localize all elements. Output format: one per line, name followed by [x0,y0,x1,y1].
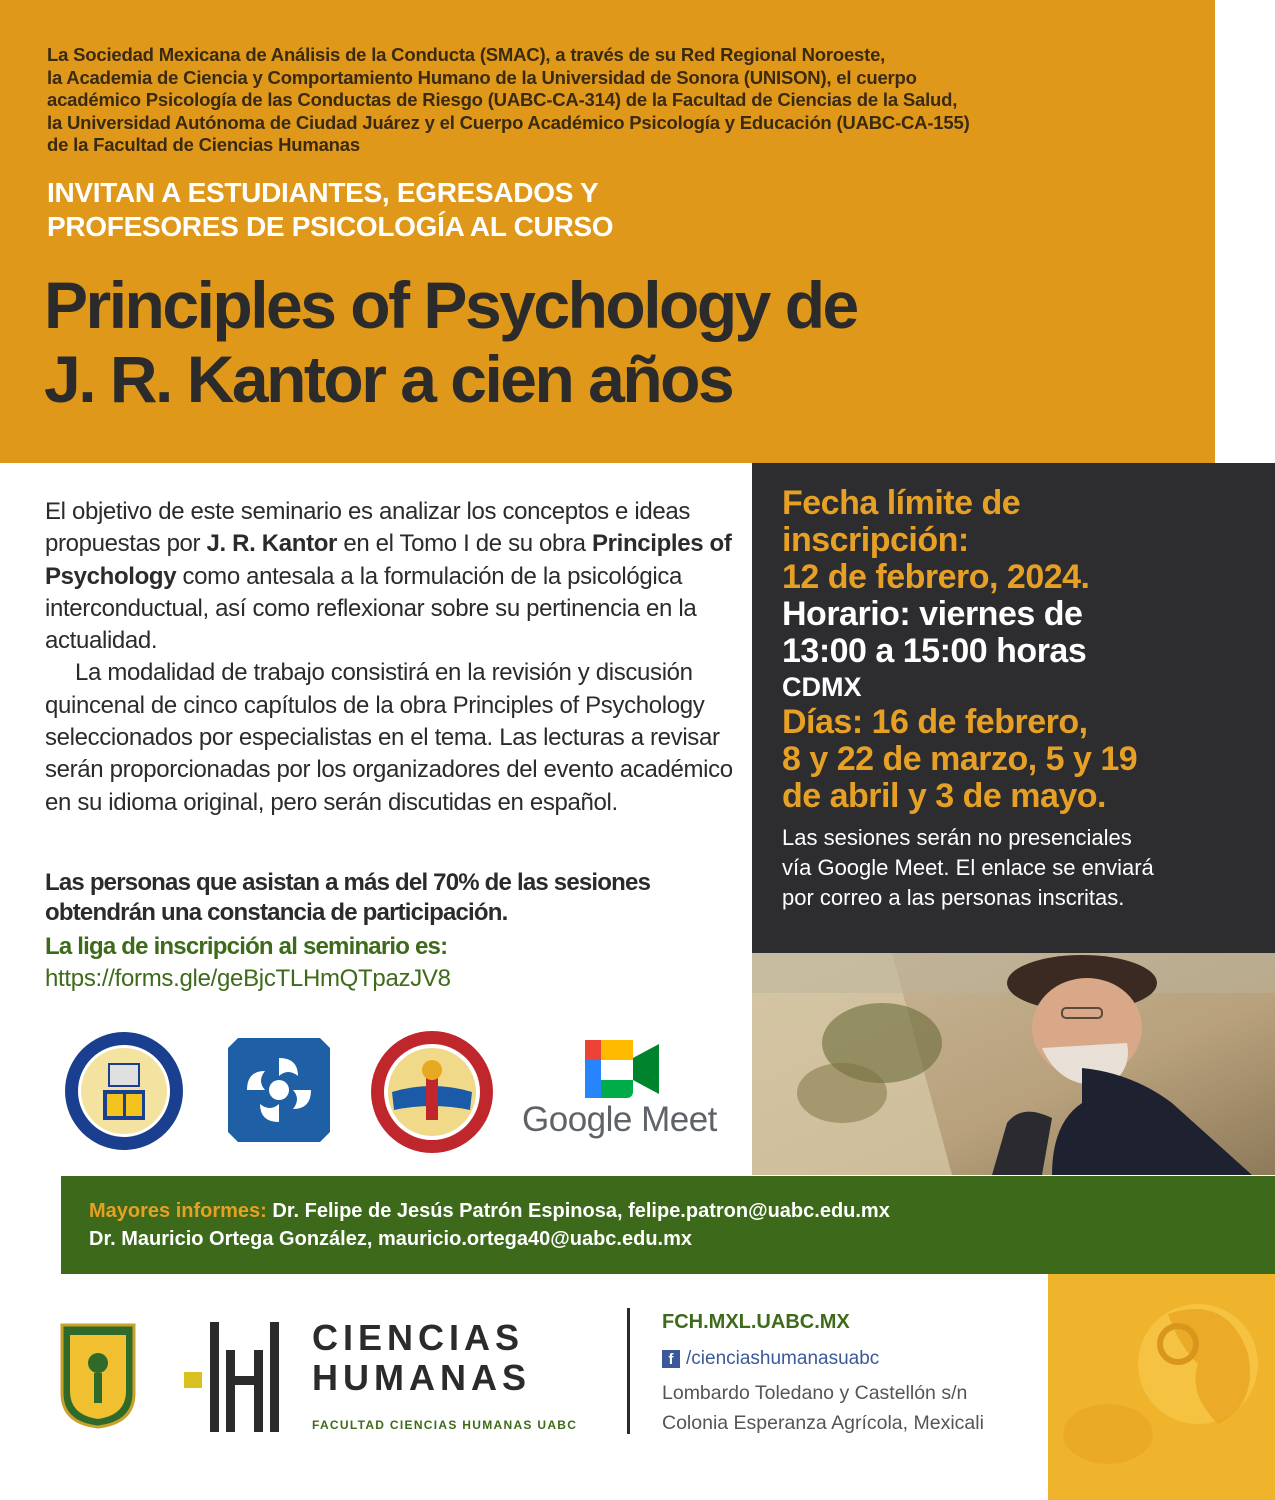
title-line: Principles of Psychology de [44,268,857,342]
modality-paragraph: La modalidad de trabajo consistirá en la revisión y discusión quincenal de cinco capítulos de la obra Principles of Psychology seleccionados por especialistas en el tema. Las lecturas a revisar serán proporcionadas por los organizadores del evento académico en su idioma original, pero serán discutidas en español. [45,659,733,816]
address [662,1378,984,1438]
online-note [782,823,1262,913]
uabc-shield-logo [60,1323,136,1434]
course-description [45,496,745,819]
brand-line: HUMANAS [312,1357,531,1398]
kantor-name: J. R. Kantor [206,530,338,558]
title-line: J. R. Kantor a cien años [44,342,733,416]
header-banner [0,0,1215,463]
intro-line: de la Facultad de Ciencias Humanas [47,134,360,155]
certificate-note [45,868,745,928]
dates-line: de abril y 3 de mayo. [782,777,1106,815]
session-dates [782,704,1262,815]
note-line: por correo a las personas inscritas. [782,885,1125,910]
ciencias-humanas-mark [184,1322,284,1437]
faculty-subtitle: FACULTAD CIENCIAS HUMANAS UABC [312,1418,578,1432]
cert-line: obtendrán una constancia de participación. [45,899,508,926]
smac-logo [228,1038,330,1147]
deadline-label [782,485,1262,596]
deadline-label-line: inscripción: [782,521,969,559]
registration-link-label: La liga de inscripción al seminario es: [45,933,448,960]
objective-text: El objetivo de este seminario es analizar los conceptos e ideas propuestas por [45,498,690,558]
ciencias-humanas-wordmark [312,1318,531,1398]
dates-line: 8 y 22 de marzo, 5 y 19 [782,740,1138,778]
decorative-ram-image [1048,1274,1275,1500]
facebook-handle: /cienciashumanasuabc [686,1348,880,1369]
google-meet-wordmark: Google Meet [522,1100,717,1139]
uacj-seal-logo [63,1030,185,1157]
note-line: vía Google Meet. El enlace se enviará [782,855,1154,880]
contact-person-1[interactable]: Dr. Felipe de Jesús Patrón Espinosa, felipe.patron@uabc.edu.mx [266,1200,890,1222]
website-link[interactable]: FCH.MXL.UABC.MX [662,1311,850,1333]
organizers-intro [47,44,1167,157]
objective-text: como antesala a la formulación de la psicológica interconductual, así como reflexionar sobre su pertinencia en la actualidad. [45,562,697,655]
footer-divider [627,1308,630,1434]
invitation-heading [47,176,847,244]
brand-line: CIENCIAS [312,1317,525,1358]
note-line: Las sesiones serán no presenciales [782,825,1132,850]
cert-line: Las personas que asistan a más del 70% de las sesiones [45,869,651,896]
deadline-date: 12 de febrero, 2024. [782,558,1090,596]
address-line: Lombardo Toledano y Castellón s/n [662,1382,968,1404]
objective-text: en el Tomo I de su obra [337,530,592,558]
intro-line: la Universidad Autónoma de Ciudad Juárez y el Cuerpo Académico Psicología y Educación (UABC-CA-155) [47,111,970,133]
intro-line: académico Psicología de las Conductas de Riesgo (UABC-CA-314) de la Facultad de Ciencias de la Salud, [47,89,958,110]
registration-link[interactable]: https://forms.gle/geBjcTLHmQTpazJV8 [45,965,451,992]
contact-bar [61,1176,1275,1274]
google-meet-icon [585,1040,659,1103]
contact-line-1 [89,1197,890,1225]
schedule-panel [752,463,1275,953]
invite-line: INVITAN A ESTUDIANTES, EGRESADOS Y [47,177,599,208]
timezone: CDMX [782,672,862,702]
intro-line: La Sociedad Mexicana de Análisis de la Conducta (SMAC), a través de su Red Regional Noroeste, [47,44,886,65]
dates-line: Días: 16 de febrero, [782,703,1088,741]
hours-line: Horario: viernes de [782,595,1083,633]
course-title [44,268,1194,416]
facebook-icon: f [662,1350,680,1368]
deadline-label-line: Fecha límite de [782,484,1021,522]
contact-label: Mayores informes: [89,1200,267,1222]
facebook-link[interactable] [662,1348,879,1370]
objective-paragraph [45,496,745,657]
address-line: Colonia Esperanza Agrícola, Mexicali [662,1412,984,1434]
schedule-hours [782,596,1262,670]
book-title: Principles of Psychology [45,530,732,590]
kantor-photo [752,953,1275,1175]
contact-person-2[interactable]: Dr. Mauricio Ortega González, mauricio.ortega40@uabc.edu.mx [89,1228,692,1250]
intro-line: la Academia de Ciencia y Comportamiento Humano de la Universidad de Sonora (UNISON), el cuerpo [47,66,917,88]
unison-seal-logo [370,1030,494,1159]
invite-line: PROFESORES DE PSICOLOGÍA AL CURSO [47,211,614,242]
hours-line: 13:00 a 15:00 horas [782,632,1087,670]
